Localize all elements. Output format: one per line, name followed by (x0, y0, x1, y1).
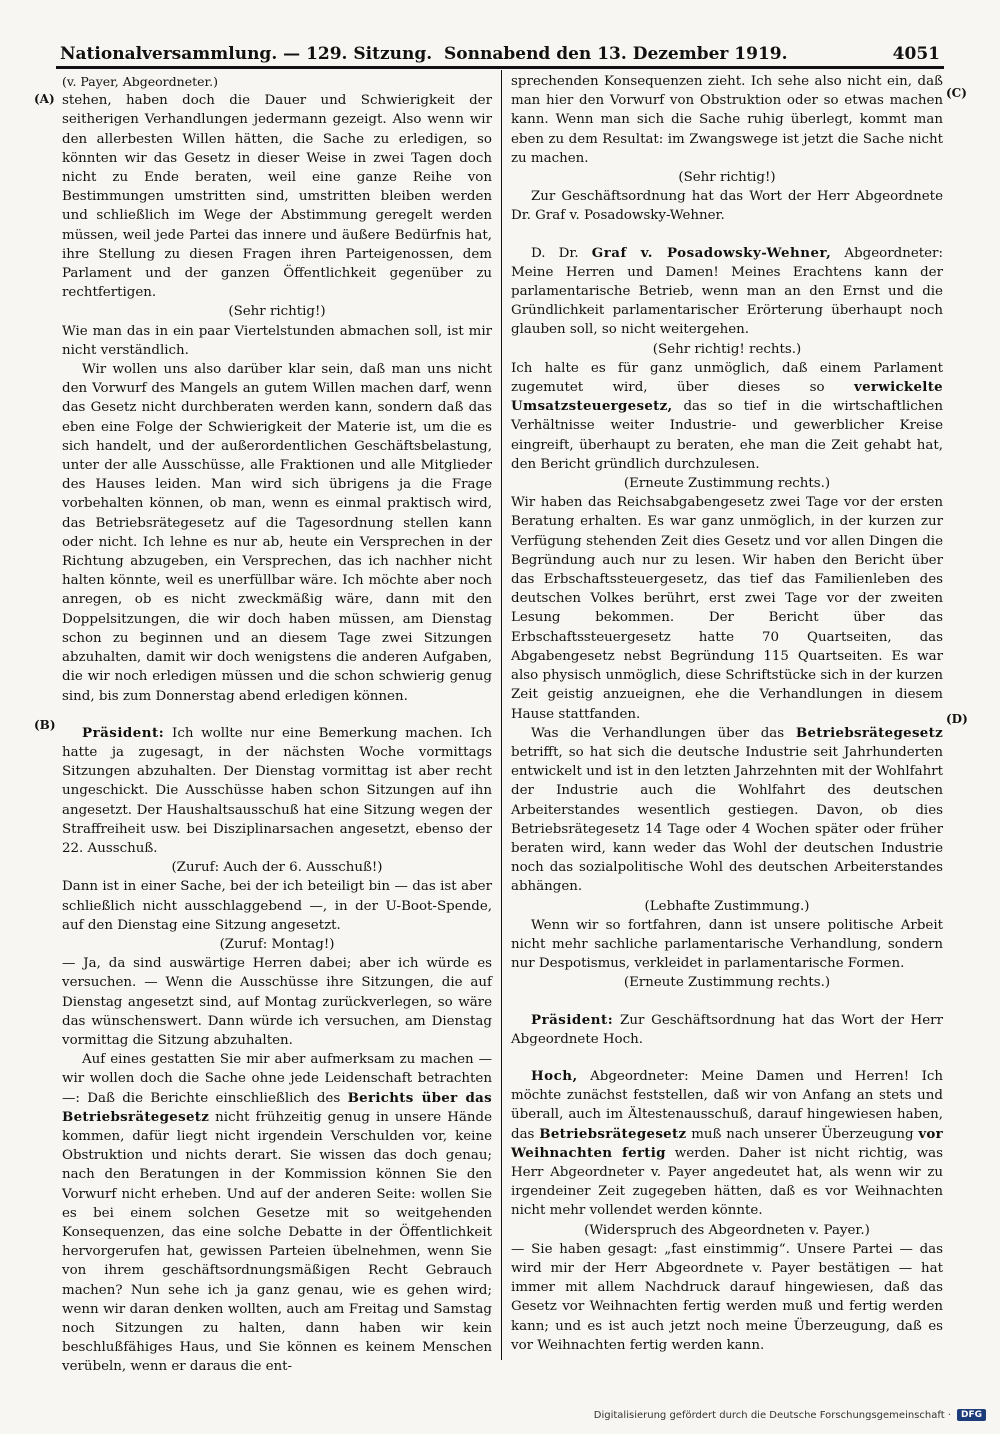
page-header (60, 30, 940, 64)
speech-president: Präsident: Ich wollte nur eine Bemerkung machen. Ich hatte ja zugesagt, in der nächsten Woche vormittags Sitzungen abzuhalten. Der Dienstag vormittag ist aber recht ungeschickt. Die Ausschüsse haben schon Sitzungen auf ihn angesetzt. Der Haushaltsausschuß hat eine Sitzung wegen der Straffreiheit usw. bei Disziplinarsachen angesetzt, ebenso der 22. Ausschuß. (62, 724, 492, 856)
paragraph: sprechenden Konsequenzen zieht. Ich sehe also nicht ein, daß man hier den Vorwurf von Obstruktion oder so etwas machen kann. Wenn man sich die Sache ruhig überlegt, kommt man eben zu dem Resultat: im Zwangswege ist jetzt die Sache nicht zu machen. (511, 74, 943, 166)
interjection: (Widerspruch des Abgeordneten v. Payer.) (584, 1222, 870, 1238)
dfg-logo-icon: DFG (957, 1409, 986, 1421)
credit-text: Digitalisierung gefördert durch die Deutsche Forschungsgemeinschaft · (593, 1409, 951, 1421)
speaker-name: Graf v. Posadowsky-Wehner, (591, 244, 832, 261)
paragraph: Ich halte es für ganz unmöglich, daß einem Parlament zugemutet wird, über dieses so verwickelte Umsatzsteuergesetz, das so tief in die wirtschaftlichen Verhältnisse weiter Industrie- und gewerblicher Kreise eingreift, überhaupt zu beraten, ehe man die Zeit gehabt hat, den Bericht gründlich durchzulesen. (511, 360, 943, 472)
emphasis: vor Weihnachten fertig (511, 1125, 943, 1161)
interjection: (Zuruf: Auch der 6. Ausschuß!) (171, 860, 383, 876)
paragraph: — Sie haben gesagt: „fast einstimmig“. Unsere Partei — das wird mir der Herr Abgeordnete v. Payer bestätigen — hat immer mit allem Nachdruck darauf hingewiesen, daß das Gesetz vor Weihnachten fertig werden muß und fertig werden kann; und es ist auch jetzt noch meine Überzeugung, daß es vor Weihnachten fertig werden kann. (511, 1241, 943, 1353)
digitization-credit (594, 1406, 986, 1424)
paragraph: — Ja, da sind auswärtige Herren dabei; aber ich würde es versuchen. — Wenn die Ausschüsse ihre Sitzungen, die auf Dienstag angesetzt sind, auf Montag zurückverlegen, so wäre das wünschenswert. Dann würde ich versuchen, am Dienstag vormittag die Sitzung abzuhalten. (62, 956, 492, 1048)
left-column (62, 72, 492, 1377)
paragraph: Dann ist in einer Sache, bei der ich beteiligt bin — das ist aber schließlich nicht ausschlaggebend —, in der U-Boot-Spende, auf den Dienstag eine Sitzung angesetzt. (62, 879, 492, 933)
emphasis: Berichts über das Betriebsrätegesetz (62, 1089, 492, 1125)
interjection: (Sehr richtig!) (678, 170, 776, 186)
paragraph: Zur Geschäftsordnung hat das Wort der Herr Abgeordnete Dr. Graf v. Posadowsky-Wehner. (511, 189, 943, 224)
running-title: Nationalversammlung. — 129. Sitzung. Sonnabend den 13. Dezember 1919. (60, 44, 788, 64)
interjection: (Zuruf: Montag!) (219, 936, 335, 952)
speaker-name: Hoch, (531, 1067, 578, 1084)
paragraph: Wir haben das Reichsabgabengesetz zwei Tage vor der ersten Beratung erhalten. Es war ganz unmöglich, in der kurzen zur Verfügung stehenden Zeit dies Gesetz und vor allen Dingen die Begründung auch nur zu lesen. Wir haben den Bericht über das Erbschaftssteuergesetz, das tief das Familienleben des deutschen Volkes berührt, erst zwei Tage vor der zweiten Lesung bekommen. Der Bericht über das Erbschaftssteuergesetz hatte 70 Quartseiten, das Abgabengesetz nebst Begründung 115 Quartseiten. Es war also physisch unmöglich, diese Schriftstücke sich in der kurzen Zeit geistig anzueignen, ehe die Verhandlungen in diesem Hause stattfanden. (511, 495, 943, 722)
speech-president: Präsident: Zur Geschäftsordnung hat das Wort der Herr Abgeordnete Hoch. (511, 1011, 943, 1047)
margin-marker-b: (B) (34, 718, 56, 732)
page-number: 4051 (892, 44, 940, 64)
interjection: (Sehr richtig!) (228, 304, 326, 320)
emphasis: Betriebsrätegesetz (539, 1125, 687, 1142)
speaker-name: Präsident: (82, 724, 165, 741)
margin-marker-d: (D) (946, 712, 968, 726)
interjection: (Lebhafte Zustimmung.) (644, 898, 810, 914)
paragraph: Auf eines gestatten Sie mir aber aufmerksam zu machen — wir wollen doch die Sache ohne jede Leidenschaft betrachten —: Daß die Berichte einschließlich des Berichts über das Betriebsrätegesetz nicht frühzeitig genug in unsere Hände kommen, dafür liegt nicht irgendein Verschulden vor, keine Obstruktion und nichts derart. Sie wissen das doch genau; nach den Beratungen in der Kommission können Sie den Vorwurf nicht erheben. Und auf der anderen Seite: wollen Sie es bei einem solchen Gesetze mit so weitgehenden Konsequenzen, das eine solche Debatte in der Öffentlichkeit hervorgerufen hat, gewissen Parteien übelnehmen, wenn Sie von ihrem geschäftsordnungsmäßigen Recht Gebrauch machen? Nun sehe ich ja ganz genau, wie es gehen wird; wenn wir daran denken wollten, auch am Freitag und Samstag noch Sitzungen zu halten, dann haben wir kein beschlußfähiges Haus, und Sie können es keinem Menschen verübeln, wenn er daraus die ent- (62, 1052, 492, 1375)
paragraph: Wie man das in ein paar Viertelstunden abmachen soll, ist mir nicht verständlich. (62, 323, 492, 358)
speech-hoch: Hoch, Abgeordneter: Meine Damen und Herren! Ich möchte zunächst feststellen, daß wir von Anfang an stets und überall, auch im Ältestenausschuß, darauf hingewiesen haben, das Betriebsrätegesetz muß nach unserer Überzeugung vor Weihnachten fertig werden. Daher ist nicht richtig, was Herr Abgeordneter v. Payer angedeutet hat, als wenn wir zu irgendeiner Zeit zugegeben hätten, daß es vor Weihnachten nicht mehr vollendet werden könnte. (511, 1067, 943, 1219)
interjection: (Sehr richtig! rechts.) (652, 341, 802, 357)
speech-posadowsky: D. Dr. Graf v. Posadowsky-Wehner, Abgeordneter: Meine Herren und Damen! Meines Erachtens kann der parlamentarische Betrieb, wenn man an den Ernst und die Gründlichkeit parlamentarischer Erörterung überhaupt noch glauben soll, so nicht weitergehen. (511, 244, 943, 338)
speaker-name: Präsident: (531, 1011, 614, 1028)
margin-marker-a: (A) (34, 92, 55, 106)
paragraph: Was die Verhandlungen über das Betriebsrätegesetz betrifft, so hat sich die deutsche Industrie seit Jahrhunderten entwickelt und ist in den letzten Jahrzehnten mit der Wohlfahrt der Industrie auch die Wohlfahrt des deutschen Arbeiterstandes wesentlich gestiegen. Davon, ob dies Betriebsrätegesetz 14 Tage oder 4 Wochen später oder früher beraten wird, kann weder das Wohl der deutschen Industrie noch das sozialpolitische Wohl des deutschen Arbeiterstandes abhängen. (511, 724, 943, 895)
interjection: (Erneute Zustimmung rechts.) (623, 476, 831, 492)
emphasis: verwickelte Umsatzsteuergesetz, (511, 379, 943, 415)
interjection: (Erneute Zustimmung rechts.) (623, 975, 831, 991)
session-date: Sonnabend den 13. Dezember 1919. (444, 44, 788, 64)
emphasis: Betriebsrätegesetz (795, 724, 943, 741)
paragraph: Wir wollen uns also darüber klar sein, daß man uns nicht den Vorwurf des Mangels an gutem Willen machen darf, wenn das Gesetz nicht durchberaten werden kann, sondern daß das eben eine Folge der Schwierigkeit der Materie ist, um die es sich handelt, und der außerordentlichen Geschäftsbelastung, unter der alle Ausschüsse, alle Fraktionen und alle Mitglieder des Hauses leiden. Man wird sich übrigens ja die Frage vorbehalten können, ob man, wenn es einmal praktisch wird, das Betriebsrätegesetz auf die Tagesordnung stellen kann oder nicht. Ich lehne es nur ab, heute ein Versprechen in der Richtung abzugeben, ein Versprechen, das ich nachher nicht halten könnte, weil es unerfüllbar wäre. Ich möchte aber noch anregen, ob es nicht zweckmäßig wäre, dann mit den Doppelsitzungen, die wir doch haben müssen, am Dienstag schon zu beginnen und an diesem Tage zwei Sitzungen abzuhalten, damit wir doch wenigstens die anderen Aufgaben, die wir noch erledigen müssen und die schon schwierig genug sind, bis zum Donnerstag abend erledigen können. (62, 362, 492, 704)
margin-marker-c: (C) (946, 86, 967, 100)
column-divider (501, 70, 502, 1360)
right-column (511, 72, 943, 1355)
paragraph: stehen, haben doch die Dauer und Schwierigkeit der seitherigen Verhandlungen jedermann gezeigt. Also wenn wir den allerbesten Willen hätten, die Sache zu erledigen, so könnten wir das Gesetz in dieser Weise in zwei Tagen doch nicht zu Ende beraten, weil eine ganze Reihe von Bestimmungen umstritten sind, umstritten bleiben werden und schließlich im Wege der Abstimmung geregelt werden müssen, weil jede Partei das innere und äußere Bedürfnis hat, ihre Stellung zu diesen Fragen ihren Parteigenossen, dem Parlament und der ganzen Öffentlichkeit gegenüber zu rechtfertigen. (62, 93, 492, 301)
paragraph: Wenn wir so fortfahren, dann ist unsere politische Arbeit nicht mehr sachliche parlamentarische Verhandlung, sondern nur Despotismus, verkleidet in parlamentarische Formen. (511, 917, 943, 972)
speaker-continuation: (v. Payer, Abgeordneter.) (62, 74, 218, 89)
header-rule (56, 66, 944, 69)
